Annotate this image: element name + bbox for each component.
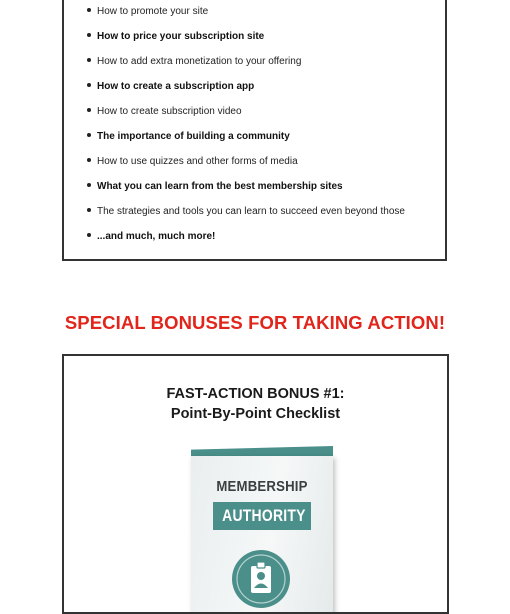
id-badge-icon xyxy=(232,550,290,608)
feature-item-label: How to promote your site xyxy=(97,6,209,17)
feature-item-quizzes xyxy=(87,155,298,169)
feature-item-price xyxy=(87,30,264,44)
bonus-section-heading: SPECIAL BONUSES FOR TAKING ACTION! xyxy=(64,312,446,333)
bullet-icon xyxy=(87,108,91,112)
feature-item-label: How to price your subscription site xyxy=(97,31,265,42)
bullet-icon xyxy=(87,183,91,187)
feature-item-monetization xyxy=(87,55,301,69)
bullet-icon xyxy=(87,233,91,237)
feature-item-community xyxy=(87,130,290,144)
feature-item-strategies xyxy=(87,205,405,219)
cover-banner-label: AUTHORITY xyxy=(222,506,306,525)
feature-item-label: The importance of building a community xyxy=(97,131,290,142)
bullet-icon xyxy=(87,133,91,137)
bonus-subtitle: Point-By-Point Checklist xyxy=(170,406,341,422)
cover-title: MEMBERSHIP xyxy=(216,478,308,495)
feature-item-label: How to use quizzes and other forms of media xyxy=(97,156,298,167)
cover-banner xyxy=(213,502,311,530)
bullet-icon xyxy=(87,158,91,162)
product-cover-image xyxy=(191,446,333,614)
feature-item-label: How to create a subscription app xyxy=(97,81,255,92)
feature-item-label: How to add extra monetization to your offering xyxy=(97,56,302,67)
feature-item-label: The strategies and tools you can learn to succeed even beyond those xyxy=(97,206,405,217)
feature-item-label: ...and much, much more! xyxy=(97,231,216,242)
cover-body xyxy=(191,456,333,614)
bonus-title: FAST-ACTION BONUS #1: xyxy=(166,386,345,402)
bullet-icon xyxy=(87,33,91,37)
feature-item-video xyxy=(87,105,242,119)
bullet-icon xyxy=(87,208,91,212)
bullet-icon xyxy=(87,8,91,12)
feature-item-label: What you can learn from the best membership sites xyxy=(97,181,343,192)
feature-item-app xyxy=(87,80,254,94)
bonus-box xyxy=(62,354,449,614)
bullet-icon xyxy=(87,58,91,62)
feature-item-best-sites xyxy=(87,180,343,194)
feature-item-promote xyxy=(87,5,208,19)
bullet-icon xyxy=(87,83,91,87)
features-box xyxy=(62,0,447,261)
id-badge-svg xyxy=(232,550,290,608)
feature-item-more xyxy=(87,230,215,244)
feature-item-label: How to create subscription video xyxy=(97,106,242,117)
